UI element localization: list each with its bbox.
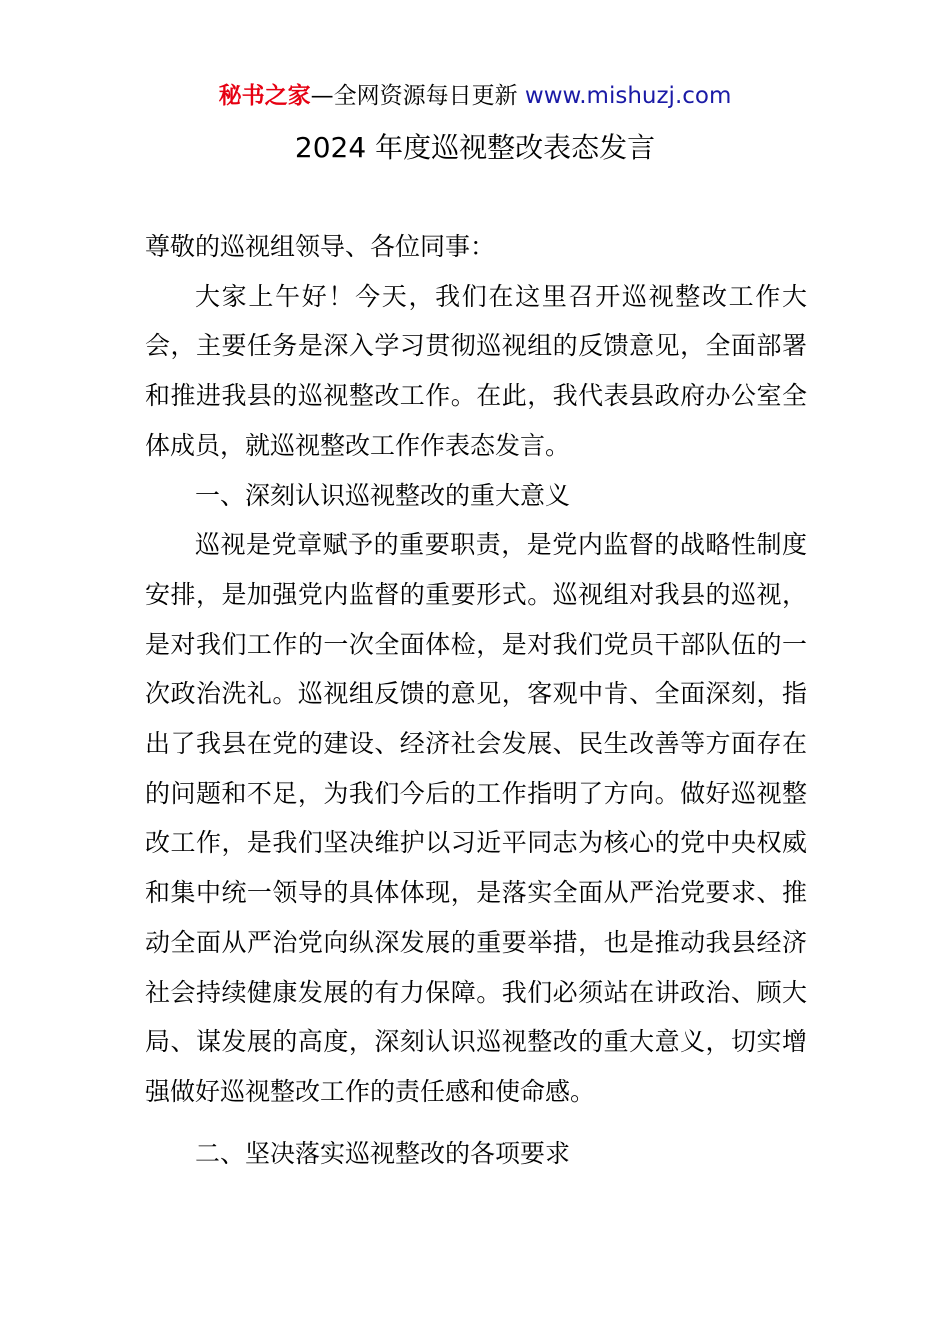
- document-title: 2024 年度巡视整改表态发言: [294, 131, 656, 164]
- brand-name: 秘书之家: [218, 83, 311, 109]
- salutation: 尊敬的巡视组领导、各位同事：: [145, 232, 496, 261]
- site-header: [0, 80, 950, 112]
- section-2-heading: 二、坚决落实巡视整改的各项要求: [195, 1138, 571, 1168]
- section-1-heading: 一、深刻认识巡视整改的重大意义: [195, 480, 571, 510]
- header-slogan: —全网资源每日更新: [310, 83, 525, 109]
- site-url-link[interactable]: www.mishuzj.com: [524, 83, 732, 109]
- section-1-paragraph: 巡视是党章赋予的重要职责，是党内监督的战略性制度安排，是加强党内监督的重要形式。巡视组对我县的巡视，是对我们工作的一次全面体检，是对我们党员干部队伍的一次政治洗礼。巡视组反馈的意见，客观中肯、全面深刻，指出了我县在党的建设、经济社会发展、民生改善等方面存在的问题和不足，为我们今后的工作指明了方向。做好巡视整改工作，是我们坚决维护以习近平同志为核心的党中央权威和集中统一领导的具体体现，是落实全面从严治党要求、推动全面从严治党向纵深发展的重要举措，也是推动我县经济社会持续健康发展的有力保障。我们必须站在讲政治、顾大局、谋发展的高度，深刻认识巡视整改的重大意义，切实增强做好巡视整改工作的责任感和使命感。: [145, 530, 807, 1106]
- document-body: [145, 222, 807, 1178]
- intro-paragraph: 大家上午好！今天，我们在这里召开巡视整改工作大会，主要任务是深入学习贯彻巡视组的反馈意见，全面部署和推进我县的巡视整改工作。在此，我代表县政府办公室全体成员，就巡视整改工作作表态发言。: [145, 281, 807, 460]
